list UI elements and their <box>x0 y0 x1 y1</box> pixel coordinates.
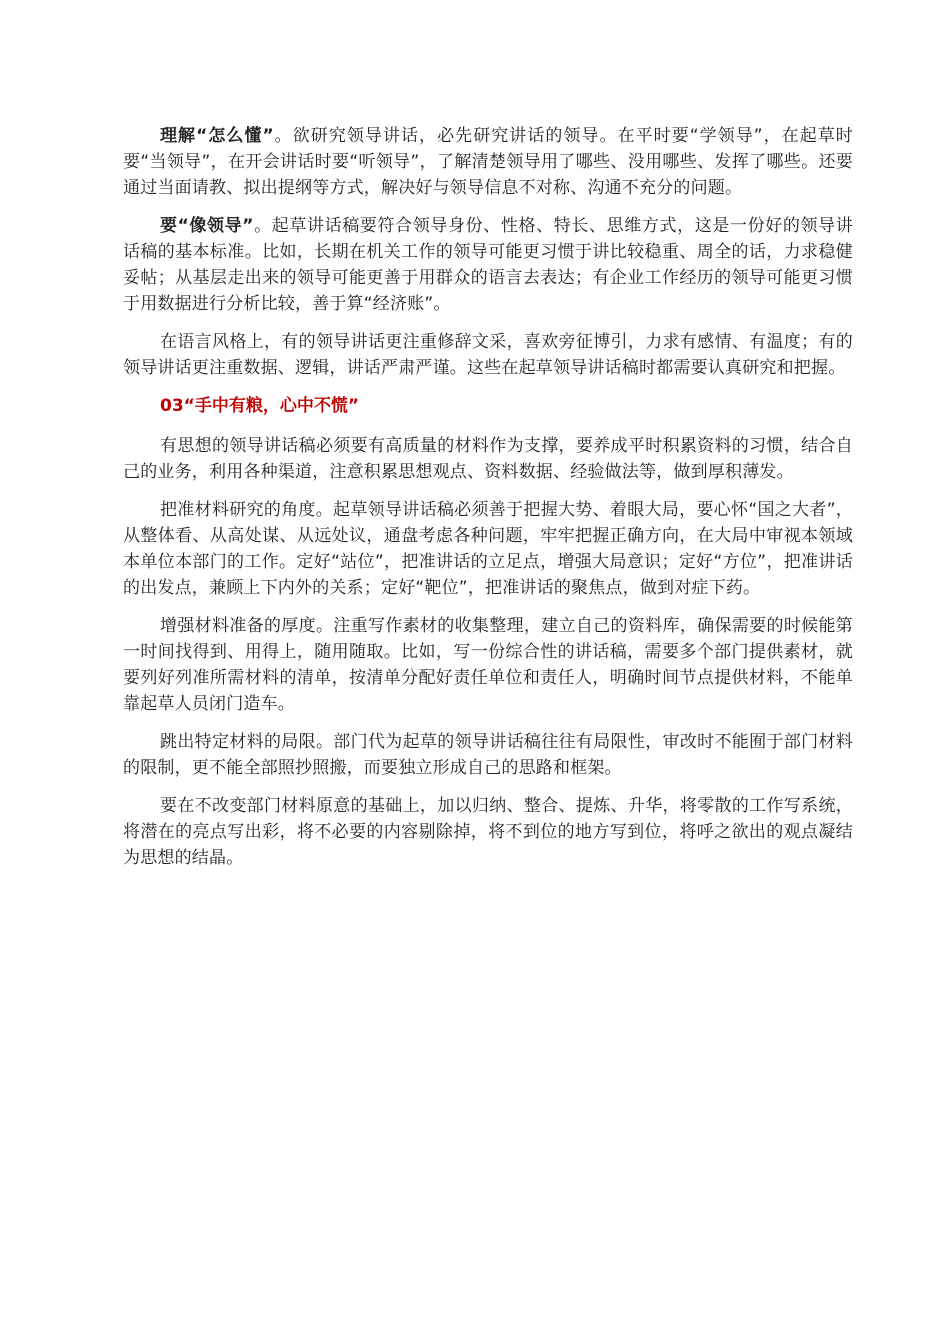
paragraph-material-limits: 跳出特定材料的局限。部门代为起草的领导讲话稿往往有局限性，审改时不能囿于部门材料的限制，更不能全部照抄照搬，而要独立形成自己的思路和框架。 <box>123 732 853 778</box>
paragraph-text: 在语言风格上，有的领导讲话更注重修辞文采，喜欢旁征博引，力求有感情、有温度；有的领导讲话更注重数据、逻辑，讲话严肃严谨。这些在起草领导讲话稿时都需要认真研究和把握。 <box>123 332 853 378</box>
paragraph-language-style <box>123 329 853 381</box>
paragraph-understand <box>123 123 853 201</box>
paragraph-lead: 理解“怎么懂” <box>160 126 274 146</box>
document-page <box>123 123 853 883</box>
paragraph-like-leader <box>123 213 853 317</box>
paragraph-materials-intro: 有思想的领导讲话稿必须要有高质量的材料作为支撑，要养成平时积累资料的习惯，结合自己的业务，利用各种渠道，注意积累思想观点、资料数据、经验做法等，做到厚积薄发。 <box>123 436 853 482</box>
paragraph-material-angle: 把准材料研究的角度。起草领导讲话稿必须善于把握大势、着眼大局，要心怀“国之大者”，从整体看、从高处谋、从远处议，通盘考虑各种问题，牢牢把握正确方向，在大局中审视本领域本单位本部门的工作。定好“站位”，把准讲话的立足点，增强大局意识；定好“方位”，把准讲话的出发点，兼顾上下内外的关系；定好“靶位”，把准讲话的聚焦点，做到对症下药。 <box>123 500 853 598</box>
paragraph-material-depth: 增强材料准备的厚度。注重写作素材的收集整理，建立自己的资料库，确保需要的时候能第一时间找得到、用得上，随用随取。比如，写一份综合性的讲话稿，需要多个部门提供素材，就要列好列准所需材料的清单，按清单分配好责任单位和责任人，明确时间节点提供材料，不能单靠起草人员闭门造车。 <box>123 616 853 714</box>
paragraph-material-refine: 要在不改变部门材料原意的基础上，加以归纳、整合、提炼、升华，将零散的工作写系统，将潜在的亮点写出彩，将不必要的内容剔除掉，将不到位的地方写到位，将呼之欲出的观点凝结为思想的结晶。 <box>123 796 853 868</box>
paragraph-text: 。起草讲话稿要符合领导身份、性格、特长、思维方式，这是一份好的领导讲话稿的基本标准。比如，长期在机关工作的领导可能更习惯于讲比较稳重、周全的话，力求稳健妥帖；从基层走出来的领导可能更善于用群众的语言去表达；有企业工作经历的领导可能更习惯于用数据进行分析比较，善于算“经济账”。 <box>123 216 853 314</box>
paragraph-text: 。欲研究领导讲话，必先研究讲话的领导。在平时要“学领导”，在起草时要“当领导”，在开会讲话时要“听领导”，了解清楚领导用了哪些、没用哪些、发挥了哪些。还要通过当面请教、拟出提纲等方式，解决好与领导信息不对称、沟通不充分的问题。 <box>123 126 853 198</box>
paragraph-lead: 要“像领导” <box>160 216 254 236</box>
section-heading: 03“手中有粮，心中不慌” <box>160 396 360 416</box>
